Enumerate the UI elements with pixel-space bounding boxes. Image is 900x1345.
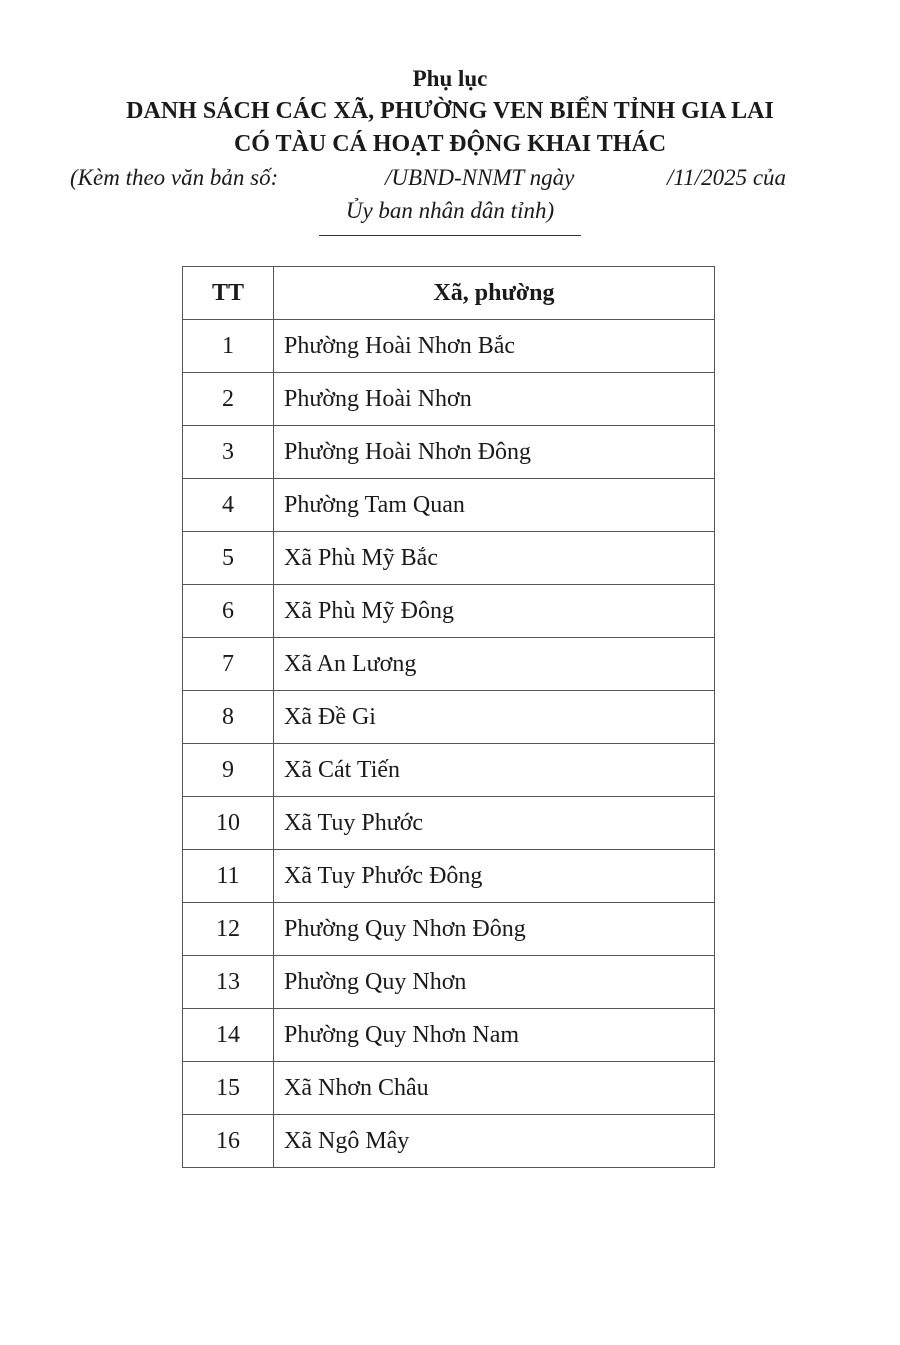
reference-note-part1: (Kèm theo văn bản số: [70,165,279,190]
row-number: 10 [183,797,274,850]
commune-name: Xã An Lương [274,638,715,691]
row-number: 5 [183,532,274,585]
header-tt: TT [183,267,274,320]
commune-name: Xã Tuy Phước Đông [274,850,715,903]
table-row [183,1062,715,1115]
table-header-row [183,267,715,320]
header-divider [319,235,581,236]
commune-name: Xã Phù Mỹ Bắc [274,532,715,585]
commune-name: Xã Ngô Mây [274,1115,715,1168]
commune-table [182,266,715,1168]
commune-name: Xã Nhơn Châu [274,1062,715,1115]
row-number: 7 [183,638,274,691]
table-row [183,797,715,850]
row-number: 13 [183,956,274,1009]
row-number: 4 [183,479,274,532]
commune-name: Xã Đề Gi [274,691,715,744]
table-row [183,373,715,426]
document-title-line1: DANH SÁCH CÁC XÃ, PHƯỜNG VEN BIỂN TỈNH GIA LAI [126,98,774,124]
row-number: 6 [183,585,274,638]
reference-note-line2: Ủy ban nhân dân tỉnh) [345,198,555,223]
row-number: 8 [183,691,274,744]
row-number: 16 [183,1115,274,1168]
row-number: 12 [183,903,274,956]
commune-name: Xã Phù Mỹ Đông [274,585,715,638]
row-number: 3 [183,426,274,479]
table-row [183,320,715,373]
header-name: Xã, phường [274,267,715,320]
commune-name: Phường Tam Quan [274,479,715,532]
document-title-line2: CÓ TÀU CÁ HOẠT ĐỘNG KHAI THÁC [233,131,667,157]
table-row [183,426,715,479]
row-number: 11 [183,850,274,903]
table-row [183,956,715,1009]
table-row [183,1009,715,1062]
commune-name: Xã Cát Tiến [274,744,715,797]
reference-note-line1 [70,161,830,194]
table-row [183,1115,715,1168]
table-row [183,638,715,691]
row-number: 1 [183,320,274,373]
commune-name: Phường Quy Nhơn [274,956,715,1009]
row-number: 14 [183,1009,274,1062]
row-number: 2 [183,373,274,426]
row-number: 15 [183,1062,274,1115]
table-row [183,479,715,532]
reference-note-part2: /UBND-NNMT ngày [385,165,575,190]
commune-name: Phường Quy Nhơn Đông [274,903,715,956]
commune-name: Phường Hoài Nhơn Đông [274,426,715,479]
commune-name: Xã Tuy Phước [274,797,715,850]
table-row [183,691,715,744]
reference-note-part3: /11/2025 của [667,165,787,190]
commune-name: Phường Quy Nhơn Nam [274,1009,715,1062]
table-row [183,744,715,797]
table-body [183,320,715,1168]
commune-name: Phường Hoài Nhơn Bắc [274,320,715,373]
document-header [0,62,900,236]
table-row [183,850,715,903]
table-row [183,532,715,585]
appendix-label: Phụ lục [412,66,488,91]
row-number: 9 [183,744,274,797]
table-row [183,585,715,638]
commune-name: Phường Hoài Nhơn [274,373,715,426]
table-row [183,903,715,956]
